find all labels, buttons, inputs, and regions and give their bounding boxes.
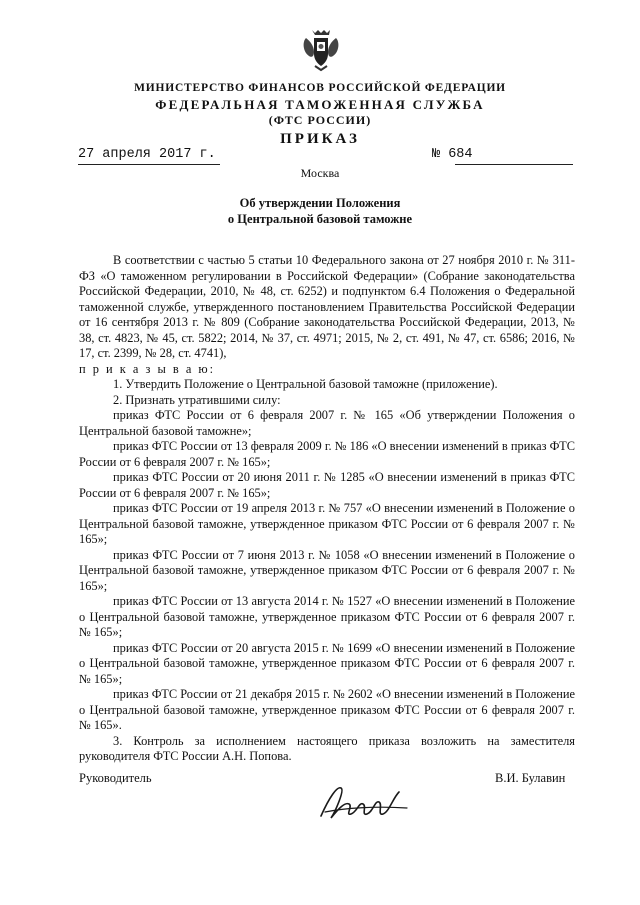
date-underline <box>78 164 220 165</box>
signer-title: Руководитель <box>79 771 152 785</box>
coat-of-arms-icon <box>300 26 342 72</box>
handwritten-signature <box>315 778 415 826</box>
item-2: 2. Признать утратившими силу: <box>113 392 281 407</box>
repealed-order: приказ ФТС России от 7 июня 2013 г. № 1058 «О внесении изменений в Положение о Центральной базовой таможне, утвержденное приказом ФТС России от 6 февраля 2007 г. № 165»; <box>79 547 575 593</box>
repealed-order: приказ ФТС России от 19 апреля 2013 г. № 757 «О внесении изменений в Положение о Центральной базовой таможне, утвержденное приказом ФТС России от 6 февраля 2007 г. № 165»; <box>79 501 575 546</box>
repealed-order: приказ ФТС России от 13 февраля 2009 г. № 186 «О внесении изменений в приказ ФТС России от 6 февраля 2007 г. № 165»; <box>79 439 575 469</box>
order-title-line-2: о Центральной базовой таможне <box>227 212 413 226</box>
item-3: 3. Контроль за исполнением настоящего приказа возложить на заместителя руководителя ФТС России А.Н. Попова. <box>79 733 575 763</box>
number-underline <box>455 164 573 165</box>
order-title-line-1: Об утверждении Положения <box>239 196 401 210</box>
order-title <box>0 195 640 227</box>
city: Москва <box>300 166 340 180</box>
repealed-order: приказ ФТС России от 13 августа 2014 г. № 1527 «О внесении изменений в Положение о Центральной базовой таможне, утвержденное приказом ФТС России от 6 февраля 2007 г. № 165»; <box>79 594 575 639</box>
repealed-order: приказ ФТС России от 20 июня 2011 г. № 1285 «О внесении изменений в приказ ФТС России от 6 февраля 2007 г. № 165»; <box>79 470 575 500</box>
repealed-order: приказ ФТС России от 20 августа 2015 г. № 1699 «О внесении изменений в Положение о Центральной базовой таможне, утвержденное приказом ФТС России от 6 февраля 2007 г. № 165»; <box>79 640 575 686</box>
order-body <box>79 253 575 765</box>
ministry-name: МИНИСТЕРСТВО ФИНАНСОВ РОССИЙСКОЙ ФЕДЕРАЦИИ <box>134 82 506 94</box>
agency-abbreviation: (ФТС РОССИИ) <box>268 113 372 127</box>
item-1: 1. Утвердить Положение о Центральной базовой таможне (приложение). <box>113 377 498 391</box>
signer-name: В.И. Булавин <box>495 771 566 785</box>
agency-name: ФЕДЕРАЛЬНАЯ ТАМОЖЕННАЯ СЛУЖБА <box>155 97 485 112</box>
order-number: № 684 <box>432 147 473 162</box>
repealed-order: приказ ФТС России от 6 февраля 2007 г. № 165 «Об утверждении Положения о Центральной базовой таможне»; <box>79 408 575 438</box>
order-word: п р и к а з ы в а ю: <box>79 361 216 376</box>
repealed-order: приказ ФТС России от 21 декабря 2015 г. № 2602 «О внесении изменений в Положение о Центральной базовой таможне, утвержденное приказом ФТС России от 6 февраля 2007 г. № 165». <box>79 687 575 732</box>
document-type: ПРИКАЗ <box>280 131 360 147</box>
order-date: 27 апреля 2017 г. <box>78 147 216 162</box>
preamble: В соответствии с частью 5 статьи 10 Федерального закона от 27 ноября 2010 г. № 311-ФЗ «О таможенном регулировании в Российской Федерации» (Собрание законодательства Российской Федерации, 2010, № 48, ст. 6252) и подпунктом 6.4 Положения о Федеральной таможенной службе, утвержденного постановлением Правительства Российской Федерации от 16 сентября 2013 г. № 809 (Собрание законодательства Российской Федерации, 2013, № 38, ст. 4823, № 45, ст. 5822; 2014, № 37, ст. 4971; 2015, № 2, ст. 491, № 47, ст. 6586; 2016, № 17, ст. 2399, № 28, ст. 4741), <box>79 253 575 360</box>
